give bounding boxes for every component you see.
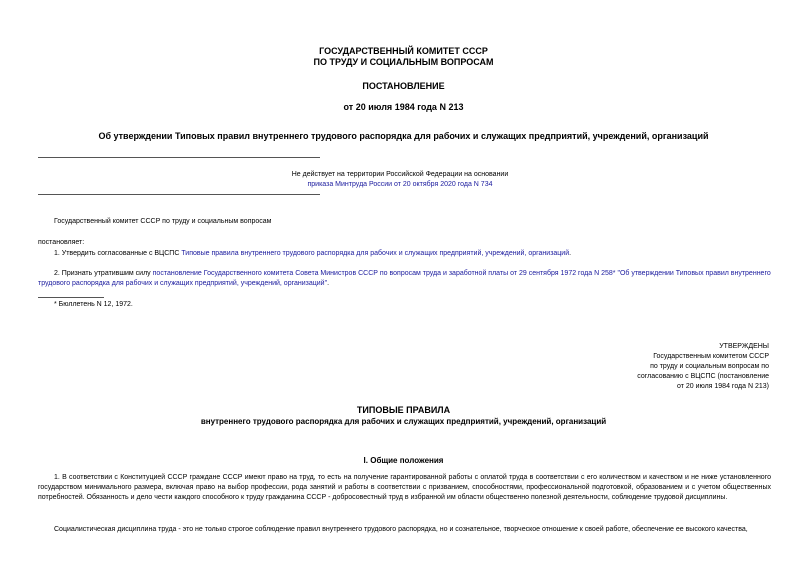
- approval-block: [637, 342, 769, 392]
- status-order-link[interactable]: приказа Минтруда России от 20 октября 2020 года N 734: [307, 181, 493, 188]
- approval-line4: согласованию с ВЦСПС (постановление: [637, 373, 769, 380]
- rules-subtitle: внутреннего трудового распорядка для рабочих и служащих предприятий, учреждений, организаций: [200, 417, 607, 426]
- document-title: Об утверждении Типовых правил внутреннего трудового распорядка для рабочих и служащих предприятий, учреждений, организаций: [98, 131, 709, 141]
- approval-line5: от 20 июля 1984 года N 213): [676, 383, 769, 390]
- section-heading: I. Общие положения: [363, 456, 444, 465]
- divider-top: [38, 157, 320, 158]
- item-1: [54, 249, 774, 259]
- item-2-prefix: 2. Признать утратившим силу: [54, 270, 151, 277]
- paragraph-1: 1. В соответствии с Конституцией СССР граждане СССР имеют право на труд, то есть на получение гарантированной работы с оплатой труда в соответствии с его количеством и качеством и не ниже установленного государством минимального размера, включая право на выбор профессии, рода занятий и работы в соответствии с призванием, способностями, профессиональной подготовкой, образованием и с учетом общественных потребностей. Обязанность и дело чести каждого способного к труду гражданина СССР - добросовестный труд в избранной им области общественно полезной деятельности, соблюдение трудовой дисциплины.: [38, 474, 771, 501]
- footnote-divider: [38, 297, 104, 298]
- item-2-link[interactable]: постановление Государственного комитета Совета Министров СССР по вопросам труда и заработной платы от 29 сентября 1972 года N 258* "Об утверждении Типовых правил внутреннего трудового распорядка для рабочих и служащих предприятий, учреждений, организаций": [38, 270, 771, 287]
- approval-line3: по труду и социальным вопросам по: [650, 363, 769, 370]
- item-2: [38, 269, 771, 289]
- rules-title: ТИПОВЫЕ ПРАВИЛА: [356, 405, 451, 415]
- resolves-text: постановляет:: [38, 239, 85, 246]
- item-1-suffix: .: [569, 250, 572, 257]
- document-type: ПОСТАНОВЛЕНИЕ: [362, 81, 445, 91]
- approval-line1: УТВЕРЖДЕНЫ: [719, 343, 769, 350]
- issuer-text: Государственный комитет СССР по труду и социальным вопросам: [54, 218, 272, 225]
- divider-bottom: [38, 194, 320, 195]
- status-note: Не действует на территории Российской Федерации на основании: [291, 171, 509, 178]
- item-1-prefix: 1. Утвердить согласованные с ВЦСПС: [54, 250, 182, 257]
- footnote: * Бюллетень N 12, 1972.: [54, 301, 133, 308]
- org-name-line2: ПО ТРУДУ И СОЦИАЛЬНЫМ ВОПРОСАМ: [313, 57, 494, 67]
- approval-line2: Государственным комитетом СССР: [653, 353, 769, 360]
- item-2-suffix: .: [327, 280, 330, 287]
- paragraph-2: Социалистическая дисциплина труда - это не только строгое соблюдение правил внутреннего трудового распорядка, но и сознательное, творческое отношение к своей работе, обеспечение ее высокого качества,: [54, 526, 748, 533]
- item-1-link[interactable]: Типовые правила внутреннего трудового распорядка для рабочих и служащих предприятий, учреждений, организаций: [181, 250, 570, 257]
- org-name-line1: ГОСУДАРСТВЕННЫЙ КОМИТЕТ СССР: [319, 46, 488, 56]
- document-date-number: от 20 июля 1984 года N 213: [343, 102, 464, 112]
